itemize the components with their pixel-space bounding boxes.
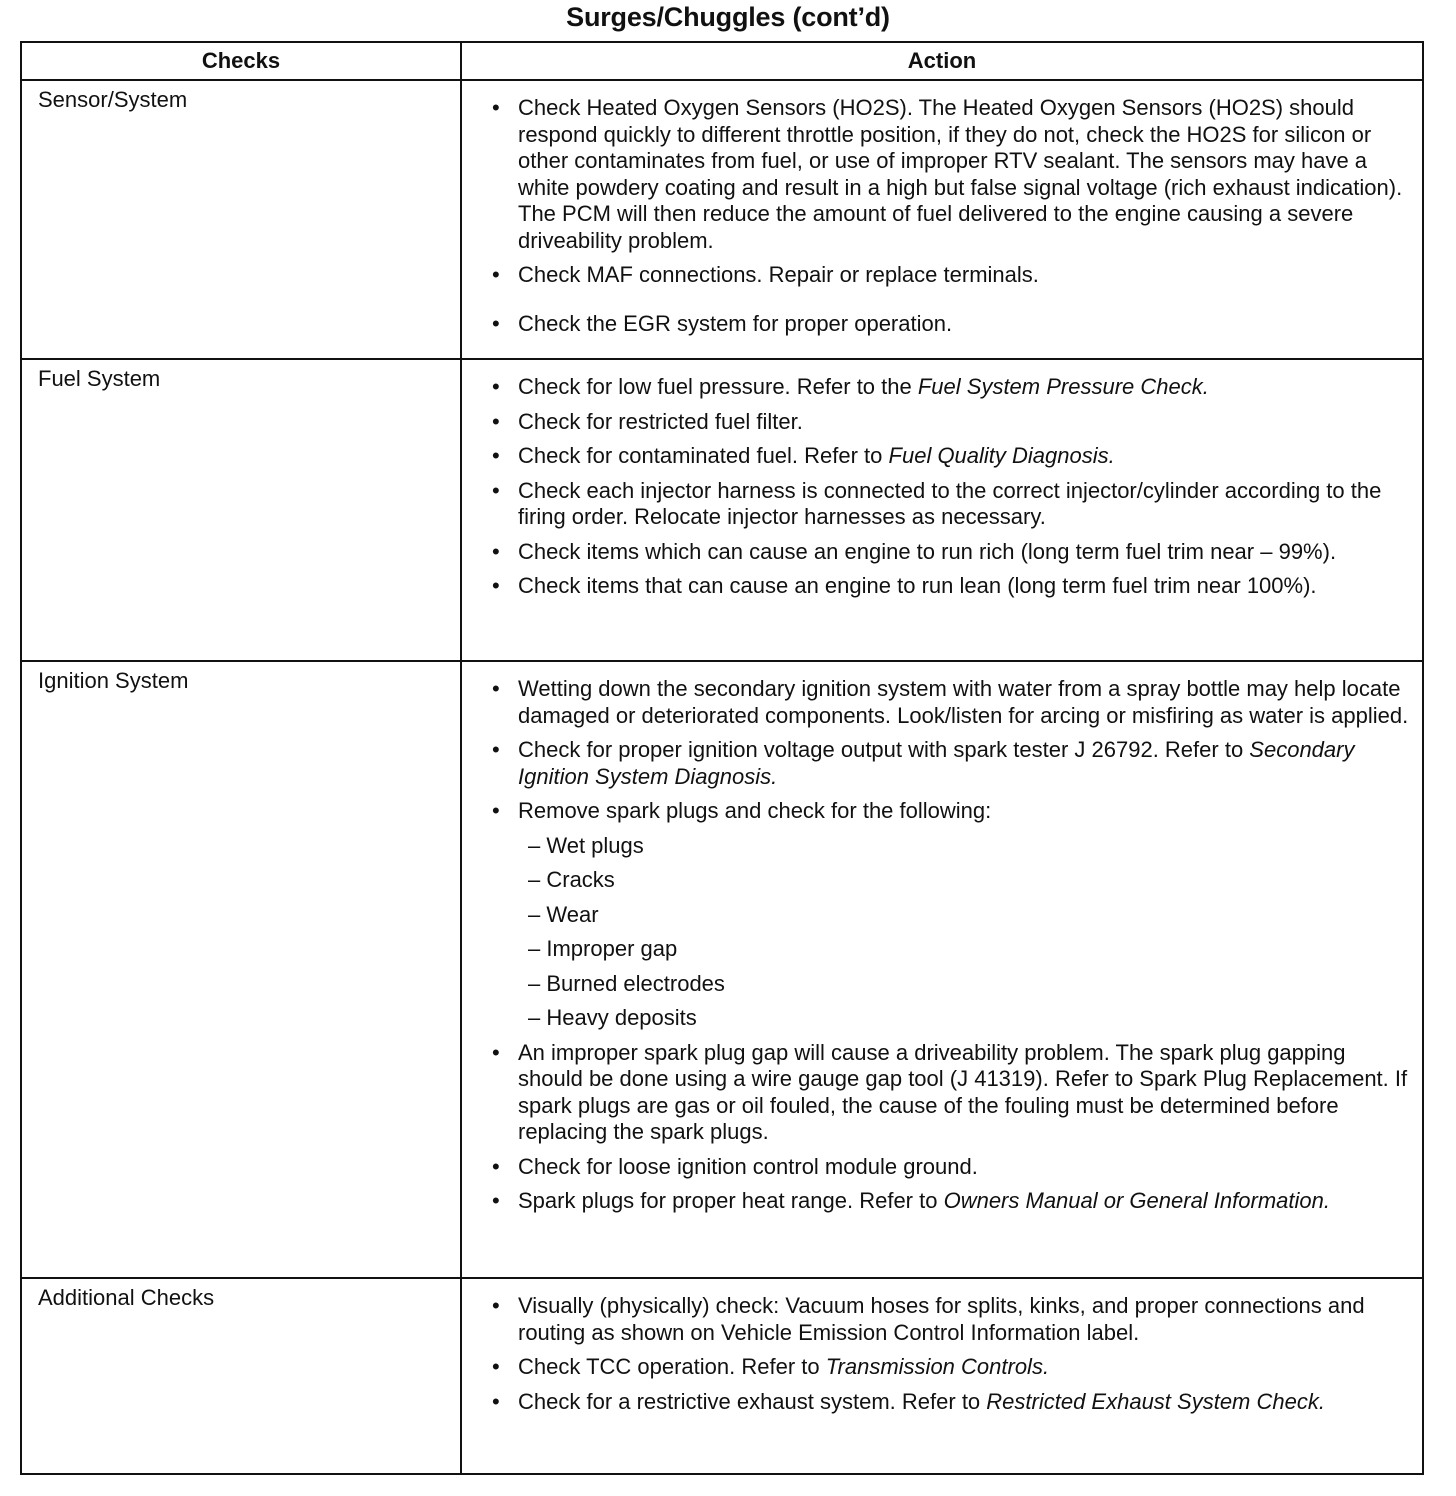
action-item [492, 262, 1410, 289]
reference-link-text: Fuel System Pressure Check. [917, 374, 1209, 399]
sub-check-list [518, 833, 1410, 1032]
action-item [492, 1154, 1410, 1181]
action-list [462, 1279, 1422, 1427]
action-text: Check TCC operation. Refer to [518, 1354, 826, 1379]
action-text: Wetting down the secondary ignition system with water from a spray bottle may help locate damaged or deteriorated components. Look/listen for arcing or misfiring as water is applied. [518, 676, 1409, 728]
action-item [492, 1188, 1410, 1215]
action-text: Check for restricted fuel filter. [518, 408, 803, 434]
sub-check-text: Cracks [546, 867, 615, 892]
action-item [492, 443, 1410, 470]
action-list [462, 662, 1422, 1227]
action-text: Visually (physically) check: Vacuum hoses for splits, kinks, and proper connections and routing as shown on Vehicle Emission Control Information label. [518, 1293, 1365, 1345]
bullet-icon: • [492, 1354, 500, 1379]
action-text: An improper spark plug gap will cause a driveability problem. The spark plug gapping should be done using a wire gauge gap tool (J 41319). Refer to Spark Plug Replacement. If spark plugs are gas or oil fouled, the cause of the fouling must be determined before replacing the spark plugs. [518, 1039, 1408, 1144]
sub-check-text: Heavy deposits [546, 1005, 697, 1030]
table-row-additional-checks [21, 1278, 1423, 1474]
sub-check-item [528, 1005, 1410, 1032]
check-label: Fuel System [38, 366, 161, 391]
sub-check-text: Improper gap [546, 936, 678, 961]
sub-check-text: Wet plugs [546, 832, 644, 858]
action-text: Check for loose ignition control module ground. [518, 1153, 978, 1179]
action-item [492, 798, 1410, 1032]
bullet-icon: • [492, 538, 500, 564]
action-text: Check for low fuel pressure. Refer to the [518, 374, 918, 399]
action-text: Check MAF connections. Repair or replace terminals. [518, 262, 1039, 287]
action-list [462, 360, 1422, 612]
bullet-icon: • [492, 443, 500, 468]
sub-check-text: Wear [546, 901, 599, 927]
action-item [492, 311, 1410, 338]
column-header-action: Action [461, 42, 1423, 80]
bullet-icon: • [492, 573, 500, 598]
column-header-checks: Checks [21, 42, 461, 80]
bullet-icon: • [492, 374, 500, 399]
action-item [492, 374, 1410, 401]
check-label: Sensor/System [38, 87, 188, 112]
action-item [492, 1389, 1410, 1416]
bullet-icon: • [492, 262, 500, 287]
dash-icon: – [528, 832, 547, 858]
bullet-icon: • [492, 1039, 500, 1065]
dash-icon: – [528, 901, 547, 927]
dash-icon: – [528, 970, 547, 996]
table-header-row [21, 42, 1423, 80]
action-text: Remove spark plugs and check for the following: [518, 798, 992, 823]
page-title: Surges/Chuggles (cont’d) [566, 2, 890, 32]
action-item [492, 1354, 1410, 1381]
action-text: Check for proper ignition voltage output with spark tester J 26792. Refer to [518, 737, 1250, 762]
dash-icon: – [528, 1005, 547, 1030]
action-text: Check Heated Oxygen Sensors (HO2S). The Heated Oxygen Sensors (HO2S) should respond quickly to different throttle position, if they do not, check the HO2S for silicon or other contaminates from fuel, or use of improper RTV sealant. The sensors may have a white powdery coating and result in a high but false signal voltage (rich exhaust indication). The PCM will then reduce the amount of fuel delivered to the engine causing a severe driveability problem. [518, 95, 1403, 253]
reference-link-text: Secondary Ignition System Diagnosis. [518, 737, 1355, 789]
bullet-icon: • [492, 477, 500, 503]
sub-check-item [528, 971, 1410, 998]
bullet-icon: • [492, 1388, 500, 1414]
action-item [492, 737, 1410, 790]
check-label: Additional Checks [38, 1285, 215, 1310]
table-row-sensor-system [21, 80, 1423, 359]
action-text: Spark plugs for proper heat range. Refer to [518, 1188, 944, 1213]
action-item [492, 539, 1410, 566]
dash-icon: – [528, 936, 547, 961]
bullet-icon: • [492, 1153, 500, 1179]
bullet-icon: • [492, 1293, 500, 1318]
action-text: Check the EGR system for proper operation. [518, 310, 953, 336]
action-text: Check for a restrictive exhaust system. Refer to [518, 1388, 987, 1414]
reference-link-text: Restricted Exhaust System Check. [986, 1388, 1325, 1414]
table-row-fuel-system [21, 359, 1423, 661]
sub-check-item [528, 902, 1410, 929]
bullet-icon: • [492, 737, 500, 762]
action-item [492, 95, 1410, 254]
bullet-icon: • [492, 310, 500, 336]
bullet-icon: • [492, 1188, 500, 1213]
dash-icon: – [528, 867, 547, 892]
reference-link-text: Transmission Controls. [825, 1354, 1050, 1379]
action-item [492, 676, 1410, 729]
action-text: Check items that can cause an engine to run lean (long term fuel trim near 100%). [518, 573, 1317, 598]
action-item [492, 1040, 1410, 1146]
check-label: Ignition System [38, 668, 189, 693]
sub-check-item [528, 936, 1410, 963]
table-row-ignition-system [21, 661, 1423, 1278]
action-list [462, 81, 1422, 349]
action-item [492, 409, 1410, 436]
bullet-icon: • [492, 798, 500, 823]
bullet-icon: • [492, 95, 500, 120]
action-item [492, 573, 1410, 600]
action-text: Check items which can cause an engine to run rich (long term fuel trim near – 99%). [518, 538, 1337, 564]
sub-check-item [528, 833, 1410, 860]
reference-link-text: Fuel Quality Diagnosis. [888, 443, 1115, 468]
bullet-icon: • [492, 676, 500, 701]
sub-check-item [528, 867, 1410, 894]
bullet-icon: • [492, 408, 500, 434]
action-text: Check each injector harness is connected to the correct injector/cylinder according to the firing order. Relocate injector harnesses as necessary. [518, 477, 1382, 529]
reference-link-text: Owners Manual or General Information. [943, 1188, 1330, 1213]
sub-check-text: Burned electrodes [546, 970, 725, 996]
action-item [492, 1293, 1410, 1346]
action-text: Check for contaminated fuel. Refer to [518, 443, 889, 468]
diagnosis-table [20, 41, 1424, 1475]
action-item [492, 478, 1410, 531]
